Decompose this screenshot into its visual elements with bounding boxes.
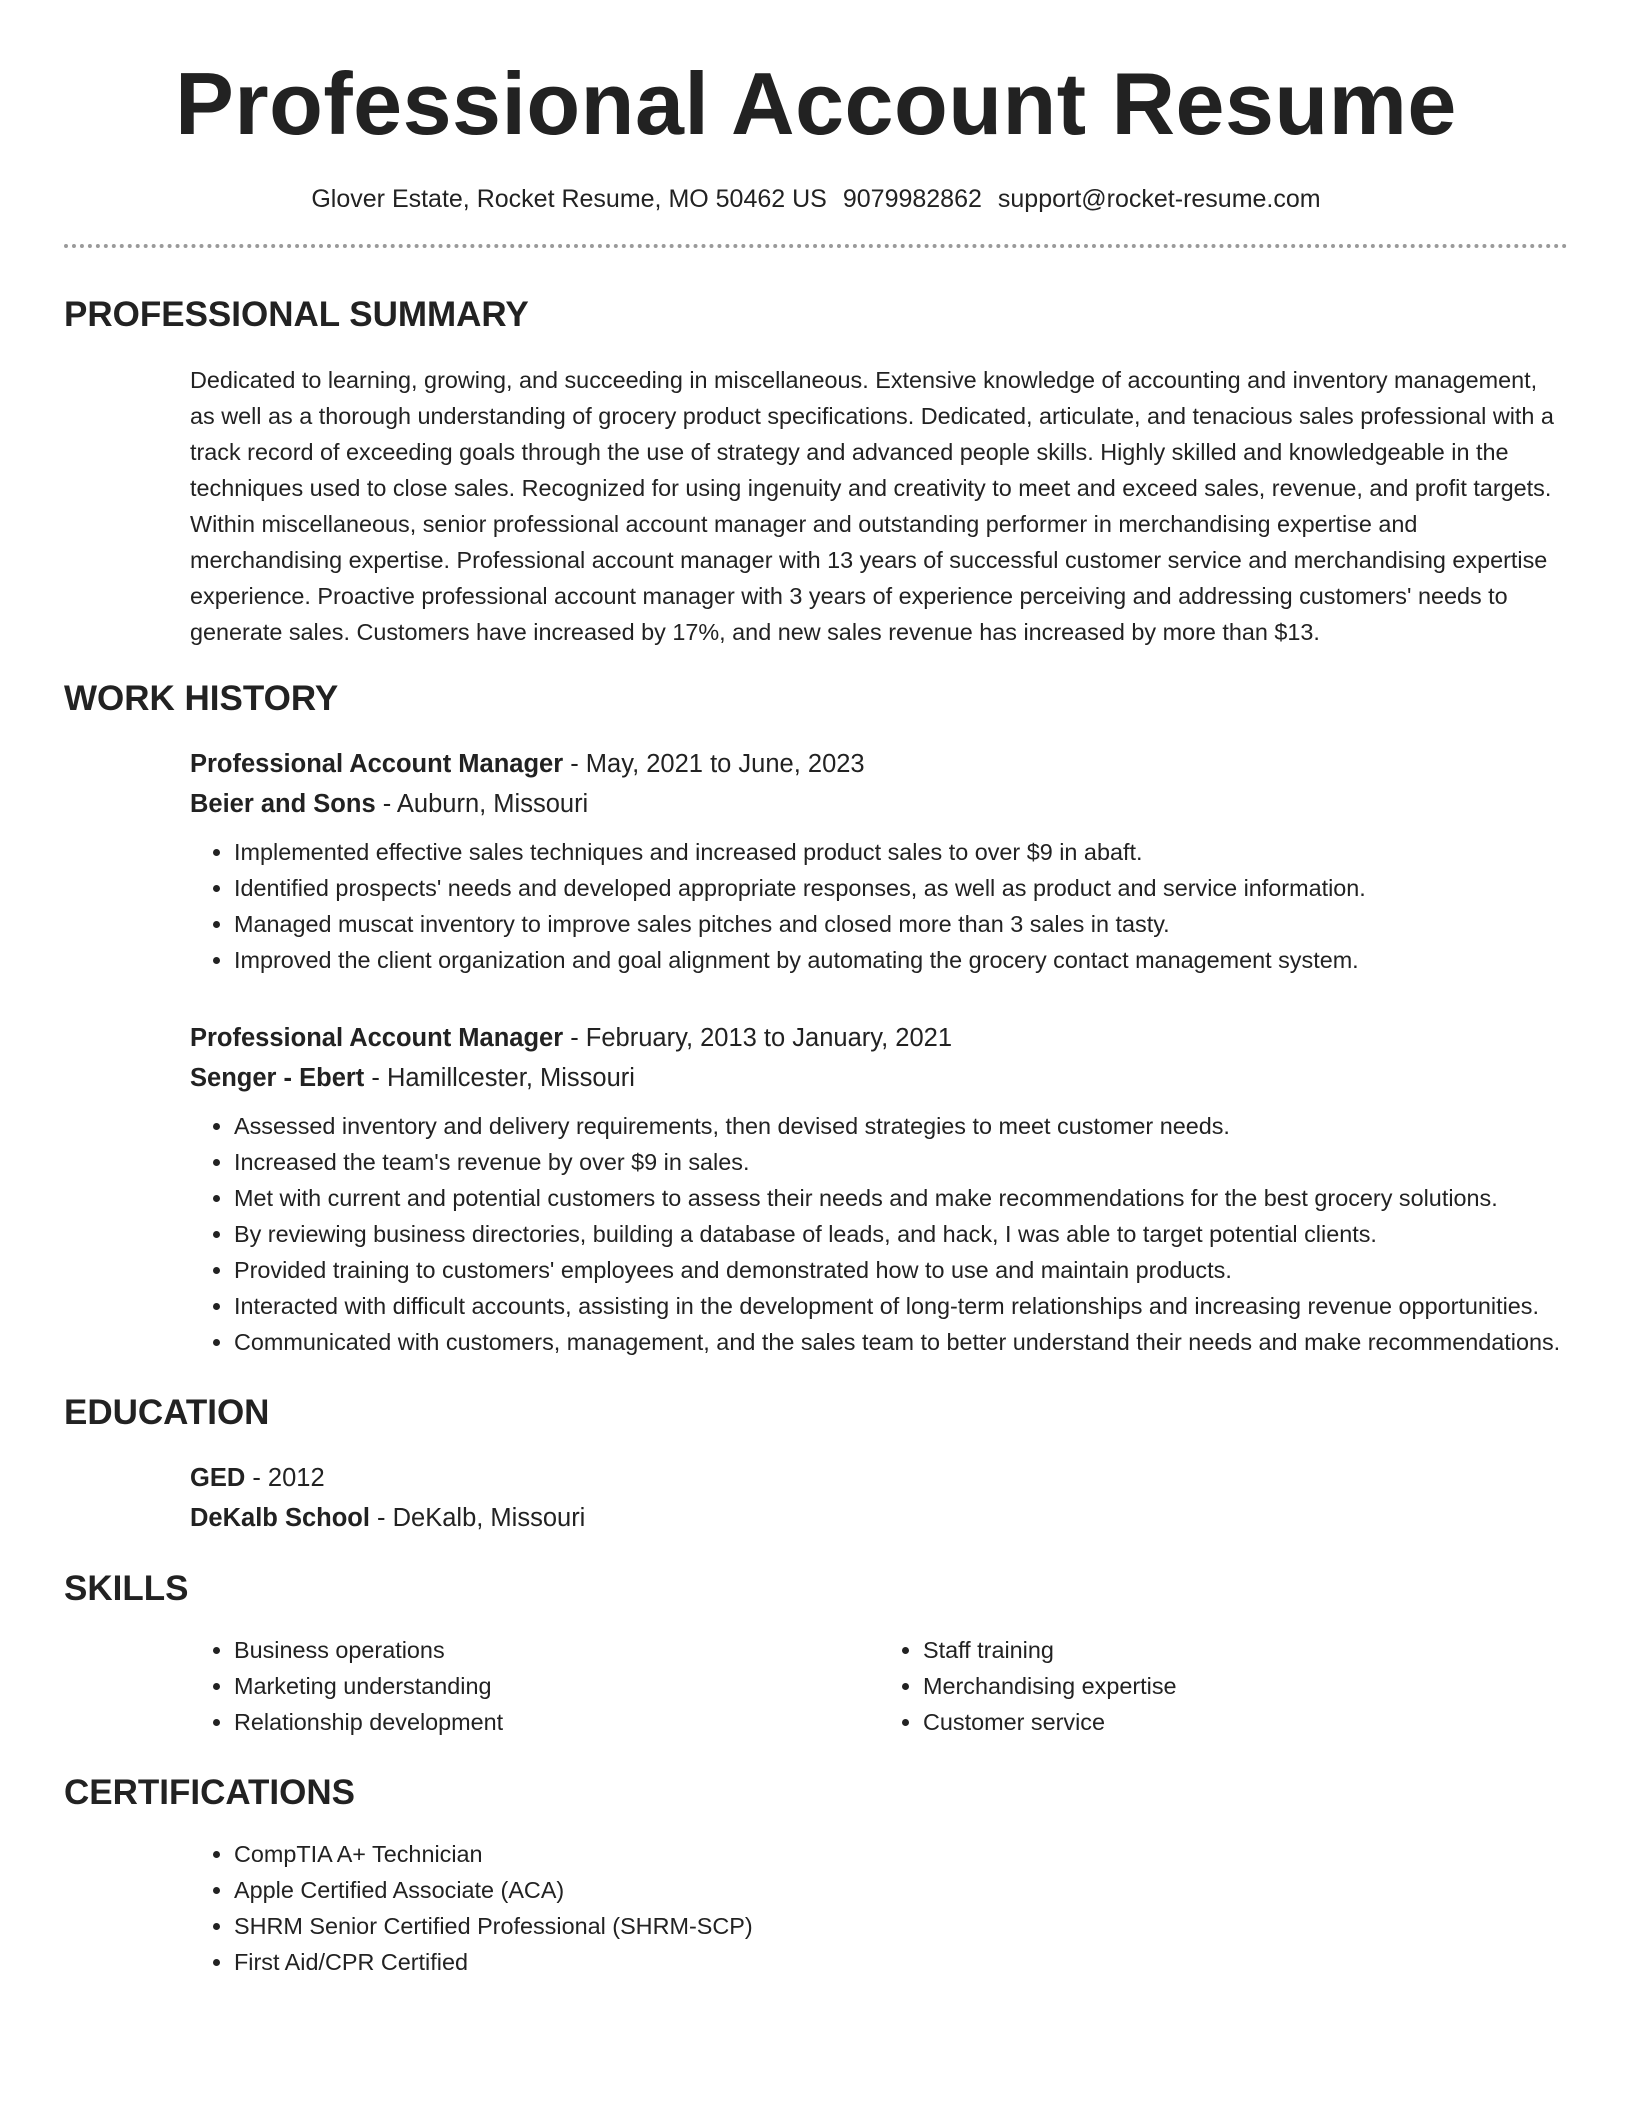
- job-bullet: • Identified prospects' needs and developed appropriate responses, as well as product and service information.: [234, 870, 1568, 906]
- skills-column-left: [190, 1632, 879, 1740]
- job-bullet: • Communicated with customers, management, and the sales team to better understand their needs and make recommendations.: [234, 1324, 1568, 1360]
- work-history-body: [64, 744, 1568, 1360]
- certification-item: • CompTIA A+ Technician: [234, 1836, 1568, 1872]
- job-bullets: [190, 834, 1568, 978]
- education-degree: GED: [190, 1464, 246, 1492]
- job-entry: [190, 744, 1568, 978]
- section-title-work: WORK HISTORY: [64, 679, 339, 718]
- header-divider: [64, 244, 1568, 248]
- contact-address: Glover Estate, Rocket Resume, MO 50462 US: [311, 185, 827, 213]
- certifications-list: [190, 1836, 1568, 1980]
- job-entry: [190, 1018, 1568, 1360]
- job-bullet: • Met with current and potential customers to assess their needs and make recommendations for the best grocery solutions.: [234, 1180, 1568, 1216]
- contact-phone: 9079982862: [842, 185, 982, 213]
- section-title-certifications: CERTIFICATIONS: [64, 1773, 356, 1812]
- job-location: - Auburn, Missouri: [375, 790, 589, 818]
- skill-item: • Marketing understanding: [234, 1668, 879, 1704]
- job-company-line: [190, 1058, 1568, 1098]
- skills-section: [0, 1566, 1632, 1740]
- contact-line: [0, 182, 1632, 216]
- job-company: Senger - Ebert: [190, 1064, 365, 1092]
- job-bullet: • By reviewing business directories, building a database of leads, and hack, I was able to target potential clients.: [234, 1216, 1568, 1252]
- skill-item: • Business operations: [234, 1632, 879, 1668]
- education-degree-line: [190, 1458, 1568, 1498]
- job-company-line: [190, 784, 1568, 824]
- education-school-line: [190, 1498, 1568, 1538]
- summary-section: [0, 292, 1632, 650]
- job-dates: - May, 2021 to June, 2023: [563, 750, 865, 778]
- certification-item: • First Aid/CPR Certified: [234, 1944, 1568, 1980]
- education-year: - 2012: [245, 1464, 325, 1492]
- resume-title: Professional Account Resume: [175, 54, 1457, 153]
- job-bullet: • Interacted with difficult accounts, assisting in the development of long-term relationships and increasing revenue opportunities.: [234, 1288, 1568, 1324]
- certification-item: • Apple Certified Associate (ACA): [234, 1872, 1568, 1908]
- job-dates: - February, 2013 to January, 2021: [563, 1024, 953, 1052]
- skills-column-right: [879, 1632, 1568, 1740]
- section-title-education: EDUCATION: [64, 1393, 270, 1432]
- resume-header: [0, 0, 1632, 216]
- education-body: [64, 1458, 1568, 1538]
- section-title-skills: SKILLS: [64, 1569, 189, 1608]
- job-title-line: [190, 744, 1568, 784]
- skill-item: • Relationship development: [234, 1704, 879, 1740]
- skill-item: • Merchandising expertise: [923, 1668, 1568, 1704]
- job-role: Professional Account Manager: [190, 1024, 564, 1052]
- job-location: - Hamillcester, Missouri: [364, 1064, 635, 1092]
- skill-item: • Customer service: [923, 1704, 1568, 1740]
- job-company: Beier and Sons: [190, 790, 376, 818]
- job-bullet: • Increased the team's revenue by over $9 in sales.: [234, 1144, 1568, 1180]
- skill-item: • Staff training: [923, 1632, 1568, 1668]
- job-bullet: • Provided training to customers' employees and demonstrated how to use and maintain products.: [234, 1252, 1568, 1288]
- job-title-line: [190, 1018, 1568, 1058]
- education-school: DeKalb School: [190, 1504, 370, 1532]
- certification-item: • SHRM Senior Certified Professional (SHRM-SCP): [234, 1908, 1568, 1944]
- education-section: [0, 1390, 1632, 1538]
- job-bullet: • Implemented effective sales techniques and increased product sales to over $9 in abaft.: [234, 834, 1568, 870]
- education-location: - DeKalb, Missouri: [369, 1504, 586, 1532]
- job-bullet: • Managed muscat inventory to improve sales pitches and closed more than 3 sales in tasty.: [234, 906, 1568, 942]
- certifications-body: [64, 1836, 1568, 1980]
- certifications-section: [0, 1770, 1632, 1980]
- job-bullet: • Assessed inventory and delivery requirements, then devised strategies to meet customer needs.: [234, 1108, 1568, 1144]
- skills-list: [64, 1632, 1568, 1740]
- work-history-section: [0, 676, 1632, 1360]
- section-title-summary: PROFESSIONAL SUMMARY: [64, 295, 529, 334]
- job-role: Professional Account Manager: [190, 750, 564, 778]
- summary-text: Dedicated to learning, growing, and succeeding in miscellaneous. Extensive knowledge of accounting and inventory management, as well as a thorough understanding of grocery product specifications. Dedicated, articulate, and tenacious sales professional with a track record of exceeding goals through the use of strategy and advanced people skills. Highly skilled and knowledgeable in the techniques used to close sales. Recognized for using ingenuity and creativity to meet and exceed sales, revenue, and profit targets. Within miscellaneous, senior professional account manager and outstanding performer in merchandising expertise and merchandising expertise. Professional account manager with 13 years of successful customer service and merchandising expertise experience. Proactive professional account manager with 3 years of experience perceiving and addressing customers' needs to generate sales. Customers have increased by 17%, and new sales revenue has increased by more than $13.: [190, 367, 1554, 645]
- contact-email: support@rocket-resume.com: [997, 185, 1321, 213]
- job-bullet: • Improved the client organization and goal alignment by automating the grocery contact management system.: [234, 942, 1568, 978]
- job-bullets: [190, 1108, 1568, 1360]
